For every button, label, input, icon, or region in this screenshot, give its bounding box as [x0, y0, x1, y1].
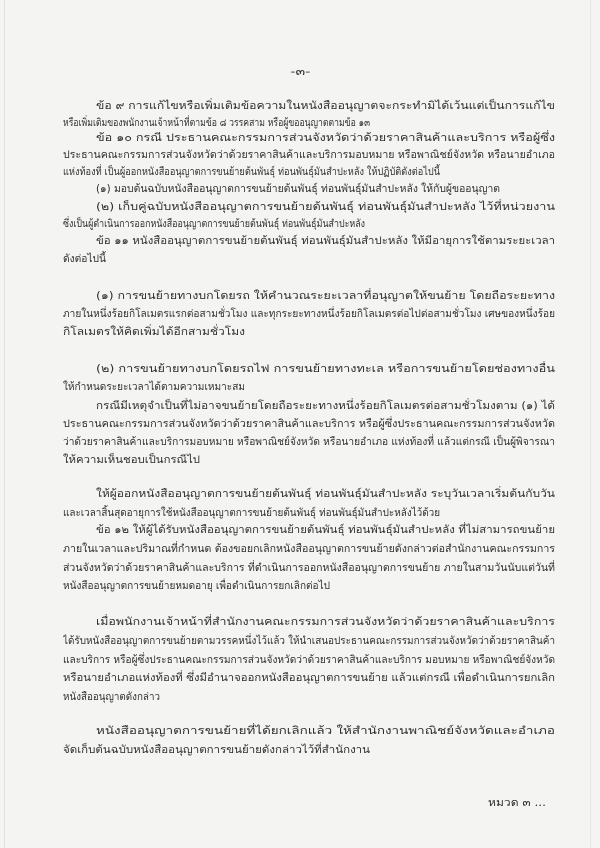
line-text: หนังสืออนุญาตดังกล่าว	[63, 691, 160, 703]
text-line	[63, 164, 440, 180]
line-text: จัดเก็บต้นฉบับหนังสืออนุญาตการขนย้ายดังกล่าวไว้ที่สำนักงาน	[63, 744, 370, 756]
line-text: กิโลเมตรให้คิดเพิ่มได้อีกสามชั่วโมง	[63, 326, 245, 338]
text-line	[63, 115, 370, 131]
line-text: (๑) มอบต้นฉบับหนังสืออนุญาตการขนย้ายต้นพันธุ์ ท่อนพันธุ์มันสำปะหลัง ให้กับผู้ขออนุญาต	[96, 183, 500, 195]
text-line	[96, 723, 555, 739]
page-number-text: -๓-	[290, 66, 310, 78]
line-text: กรณีมีเหตุจำเป็นที่ไม่อาจขนย้ายโดยถือระยะทางหนึ่งร้อยกิโลเมตรต่อสามชั่วโมงตาม (๑) ได้	[96, 400, 555, 412]
text-line	[96, 614, 555, 630]
line-text: (๒) การขนย้ายทางบกโดยรถไฟ การขนย้ายทางทะเล หรือการขนย้ายโดยช่องทางอื่น	[96, 363, 555, 375]
line-text: ส่วนจังหวัดว่าด้วยราคาสินค้าและบริการ ที่ดำเนินการออกหนังสืออนุญาตการขนย้าย ภายในสามวันนับแต่วันที่	[63, 562, 555, 574]
text-line	[63, 689, 160, 705]
line-text: ข้อ ๑๐ กรณี ประธานคณะกรรมการส่วนจังหวัดว่าด้วยราคาสินค้าและบริการ หรือผู้ซึ่ง	[96, 132, 555, 144]
text-line	[63, 742, 370, 758]
line-text: ประธานคณะกรรมการส่วนจังหวัดว่าด้วยราคาสินค้าและบริการมอบหมาย หรือพาณิชย์จังหวัด หรือนายอำเภอ	[63, 149, 555, 161]
text-line	[63, 147, 555, 163]
text-line	[96, 288, 555, 304]
line-text: เมื่อพนักงานเจ้าหน้าที่สำนักงานคณะกรรมการส่วนจังหวัดว่าด้วยราคาสินค้าและบริการ	[96, 616, 555, 628]
line-text: ให้ความเห็นชอบเป็นกรณีไป	[63, 454, 200, 466]
text-line	[63, 652, 555, 668]
text-line	[96, 361, 555, 377]
line-text: แห่งท้องที่ เป็นผู้ออกหนังสืออนุญาตการขนย้ายต้นพันธุ์ ท่อนพันธุ์มันสำปะหลัง ให้ปฏิบัติดังต่อไปนี้	[63, 166, 440, 178]
text-line	[96, 233, 555, 249]
text-line	[63, 379, 245, 395]
continuation-text: หมวด ๓ ...	[488, 797, 546, 809]
text-line	[96, 522, 555, 538]
line-text: และเวลาสิ้นสุดอายุการใช้หนังสืออนุญาตการขนย้ายต้นพันธุ์ ท่อนพันธุ์มันสำปะหลังไว้ด้วย	[63, 507, 440, 519]
line-text: ให้กำหนดระยะเวลาได้ตามความเหมาะสม	[63, 381, 245, 393]
line-text: หนังสืออนุญาตการขนย้ายที่ได้ยกเลิกแล้ว ให้สำนักงานพาณิชย์จังหวัดและอำเภอ	[96, 725, 555, 737]
text-line	[63, 670, 555, 686]
line-text: ข้อ ๑๒ ให้ผู้ได้รับหนังสืออนุญาตการขนย้ายต้นพันธุ์ ท่อนพันธุ์มันสำปะหลัง ที่ไม่สามารถขนย้าย	[96, 524, 555, 536]
text-line	[96, 130, 555, 146]
line-text: หรือนายอำเภอแห่งท้องที่ ซึ่งมีอำนาจออกหนังสืออนุญาตการขนย้าย แล้วแต่กรณี เพื่อดำเนินการยกเลิก	[63, 672, 555, 684]
page-number	[260, 64, 340, 80]
line-text: ดังต่อไปนี้	[63, 253, 106, 265]
text-line	[96, 199, 555, 215]
text-line	[63, 324, 245, 340]
text-line	[63, 578, 330, 594]
line-text: ข้อ ๑๑ หนังสืออนุญาตการขนย้ายต้นพันธุ์ ท่อนพันธุ์มันสำปะหลัง ให้มีอายุการใช้ตามระยะเวลา	[96, 235, 555, 247]
text-line	[96, 181, 500, 197]
line-text: ได้รับหนังสืออนุญาตการขนย้ายตามวรรคหนึ่งไว้แล้ว ให้นำเสนอประธานคณะกรรมการส่วนจังหวัดว่าด้วยราคาสินค้า	[63, 635, 555, 647]
text-line	[63, 452, 200, 468]
text-line	[63, 434, 555, 450]
line-text: และบริการ หรือผู้ซึ่งประธานคณะกรรมการส่วนจังหวัดว่าด้วยราคาสินค้าและบริการ มอบหมาย หรือพาณิชย์จังหวัด	[63, 654, 555, 666]
text-line	[96, 98, 555, 114]
line-text: ประธานคณะกรรมการส่วนจังหวัดว่าด้วยราคาสินค้าและบริการ หรือผู้ซึ่งประธานคณะกรรมการส่วนจังหวัด	[63, 418, 555, 430]
line-text: ซึ่งเป็นผู้ดำเนินการออกหนังสืออนุญาตการขนย้ายต้นพันธุ์ ท่อนพันธุ์มันสำปะหลัง	[63, 218, 365, 230]
text-line	[63, 505, 440, 521]
line-text: ภายในหนึ่งร้อยกิโลเมตรแรกต่อสามชั่วโมง และทุกระยะทางหนึ่งร้อยกิโลเมตรต่อไปต่อสามชั่วโมง เศษของหนึ่งร้อย	[63, 308, 555, 320]
text-line	[63, 541, 555, 557]
line-text: ให้ผู้ออกหนังสืออนุญาตการขนย้ายต้นพันธุ์ ท่อนพันธุ์มันสำปะหลัง ระบุวันเวลาเริ่มต้นกับวัน	[96, 488, 555, 500]
line-text: ว่าด้วยราคาสินค้าและบริการมอบหมาย หรือพาณิชย์จังหวัด หรือนายอำเภอ แห่งท้องที่ แล้วแต่กรณี เป็นผู้พิจารณา	[63, 436, 555, 448]
text-line	[63, 416, 555, 432]
line-text: ข้อ ๙ การแก้ไขหรือเพิ่มเติมข้อความในหนังสืออนุญาตจะกระทำมิได้เว้นแต่เป็นการแก้ไข	[96, 100, 555, 112]
line-text: หรือเพิ่มเติมของพนักงานเจ้าหน้าที่ตามข้อ ๘ วรรคสาม หรือผู้ขออนุญาตตามข้อ ๑๓	[63, 117, 370, 129]
line-text: หนังสืออนุญาตการขนย้ายหมดอายุ เพื่อดำเนินการยกเลิกต่อไป	[63, 580, 330, 592]
text-line	[63, 633, 555, 649]
text-line	[63, 560, 555, 576]
text-line	[63, 306, 555, 322]
line-text: (๑) การขนย้ายทางบกโดยรถ ให้คำนวณระยะเวลาที่อนุญาตให้ขนย้าย โดยถือระยะทาง	[96, 290, 555, 302]
text-line	[96, 398, 555, 414]
line-text: ภายในเวลาและปริมาณที่กำหนด ต้องขอยกเลิกหนังสืออนุญาตการขนย้ายดังกล่าวต่อสำนักงานคณะกรรมการ	[63, 543, 555, 555]
continuation-note	[488, 795, 546, 811]
text-line	[63, 216, 365, 232]
text-line	[63, 251, 106, 267]
text-line	[96, 486, 555, 502]
line-text: (๒) เก็บคู่ฉบับหนังสืออนุญาตการขนย้ายต้นพันธุ์ ท่อนพันธุ์มันสำปะหลัง ไว้ที่หน่วยงาน	[96, 201, 555, 213]
